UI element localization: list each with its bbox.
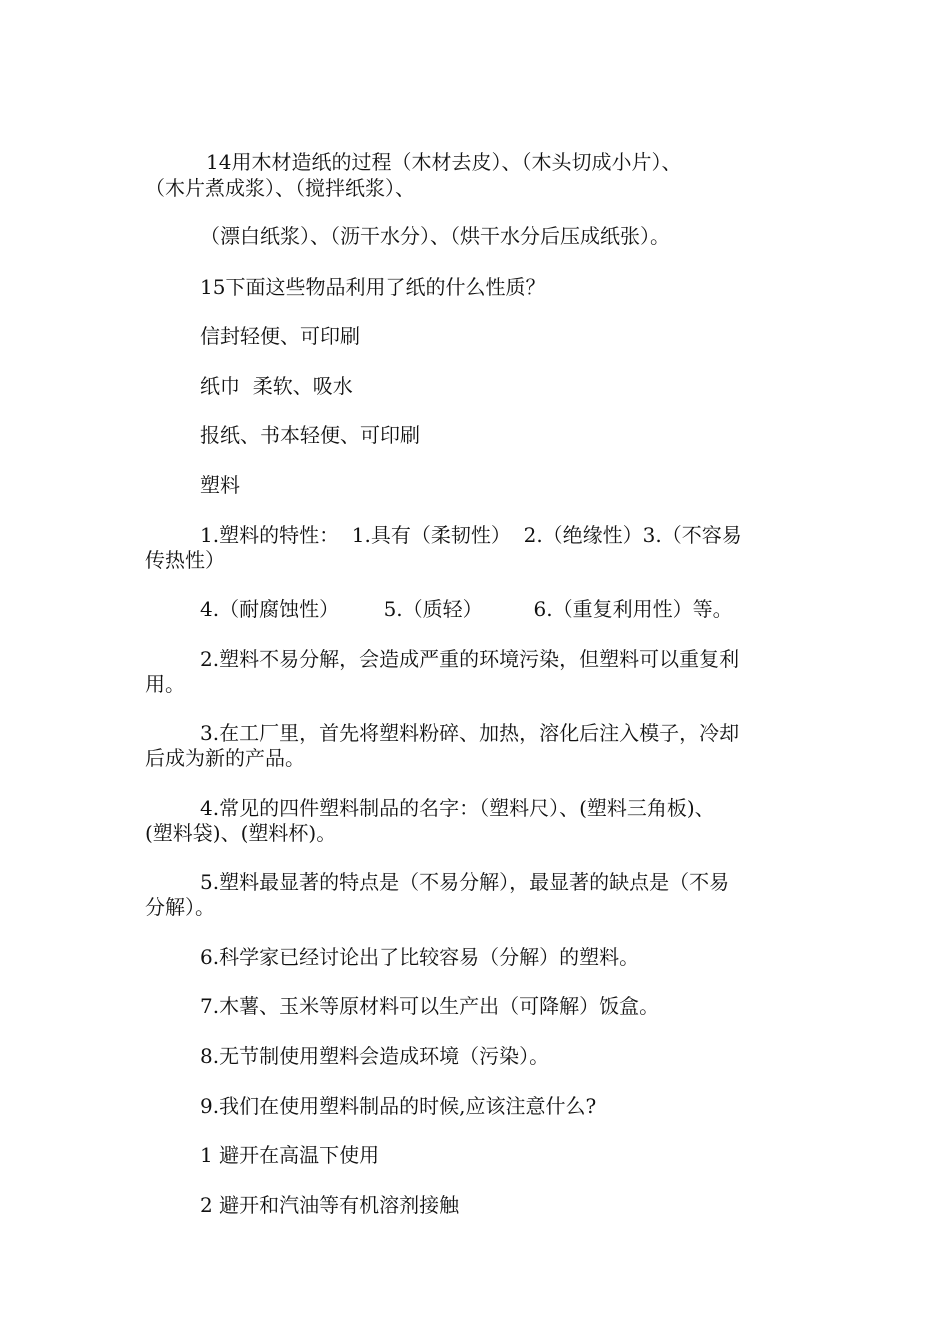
item-1-line-3: 4.（耐腐蚀性） 5.（质轻） 6.（重复利用性）等。 xyxy=(200,597,733,621)
item-5-line-1: 5.塑料最显著的特点是（不易分解），最显著的缺点是（不易 xyxy=(200,870,730,894)
envelope-answer: 信封轻便、可印刷 xyxy=(200,324,360,348)
item-1-line-1: 1.塑料的特性： 1.具有（柔韧性） 2.（绝缘性）3.（不容易 xyxy=(200,523,742,547)
item-3-line-2: 后成为新的产品。 xyxy=(145,746,305,770)
item-9: 9.我们在使用塑料制品的时候,应该注意什么? xyxy=(200,1094,597,1118)
item-4-line-1: 4.常见的四件塑料制品的名字：（塑料尺）、(塑料三角板)、 xyxy=(200,796,715,820)
item-7: 7.木薯、玉米等原材料可以生产出（可降解）饭盒。 xyxy=(200,994,660,1018)
item-2-line-1: 2.塑料不易分解，会造成严重的环境污染，但塑料可以重复利 xyxy=(200,647,740,671)
paragraph-14-line-2: （木片煮成浆）、（搅拌纸浆）、 xyxy=(145,176,415,200)
paragraph-14-line-1: 14用木材造纸的过程（木材去皮）、（木头切成小片）、 xyxy=(206,150,682,174)
paragraph-14-line-3: （漂白纸浆）、（沥干水分）、（烘干水分后压成纸张）。 xyxy=(200,224,670,248)
answer-1: 1 避开在高温下使用 xyxy=(200,1143,380,1167)
newspaper-answer: 报纸、书本轻便、可印刷 xyxy=(200,423,420,447)
item-1-line-2: 传热性） xyxy=(145,548,225,572)
question-15: 15下面这些物品利用了纸的什么性质？ xyxy=(200,275,546,299)
section-title: 塑料 xyxy=(200,473,240,497)
item-3-line-1: 3.在工厂里，首先将塑料粉碎、加热，溶化后注入模子，冷却 xyxy=(200,721,740,745)
item-2-line-2: 用。 xyxy=(145,672,185,696)
item-8: 8.无节制使用塑料会造成环境（污染）。 xyxy=(200,1044,550,1068)
item-6: 6.科学家已经讨论出了比较容易（分解）的塑料。 xyxy=(200,945,640,969)
item-5-line-2: 分解）。 xyxy=(145,895,215,919)
item-4-line-2: (塑料袋)、(塑料杯)。 xyxy=(145,821,337,845)
answer-2: 2 避开和汽油等有机溶剂接触 xyxy=(200,1193,460,1217)
tissue-answer: 纸巾 柔软、吸水 xyxy=(200,374,353,398)
